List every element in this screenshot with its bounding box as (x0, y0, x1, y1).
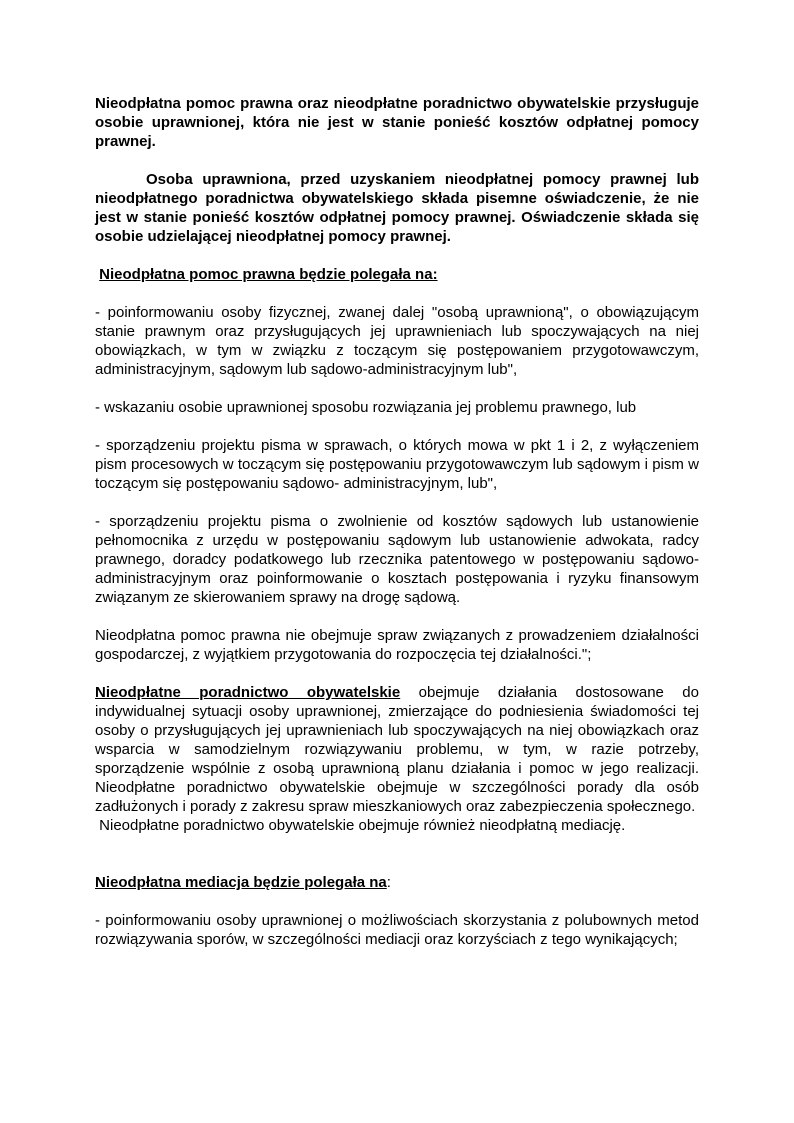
legal-aid-heading (95, 265, 699, 284)
mediation-heading (95, 873, 699, 892)
mediation-item: - poinformowaniu osoby uprawnionej o możliwościach skorzystania z polubownych metod rozwiązywania sporów, w szczególności mediacji oraz korzyściach z tego wynikających; (95, 912, 699, 948)
legal-aid-item: - sporządzeniu projektu pisma w sprawach, o których mowa w pkt 1 i 2, z wyłączeniem pism procesowych w toczącym się postępowaniu przygotowawczym lub sądowym i pism w toczącym się postępowaniu sądowo- administracyjnym, lub", (95, 437, 699, 492)
intro-paragraph: Nieodpłatna pomoc prawna oraz nieodpłatne poradnictwo obywatelskie przysługuje osobie uprawnionej, która nie jest w stanie ponieść kosztów odpłatnej pomocy prawnej. (95, 95, 699, 150)
mediation-heading-text: Nieodpłatna mediacja będzie polegała na (95, 874, 387, 891)
mediation-heading-suffix: : (386, 874, 391, 891)
civic-advice-term: Nieodpłatne poradnictwo obywatelskie (95, 684, 401, 701)
legal-aid-item: - poinformowaniu osoby fizycznej, zwanej dalej "osobą uprawnioną", o obowiązującym stanie prawnym oraz przysługujących jej uprawnieniach lub spoczywających na niej obowiązkach, w tym w związku z toczącym się postępowaniem przygotowawczym, administracyjnym, sądowym lub sądowo-administracyjnym lub", (95, 304, 699, 378)
statement-paragraph: Osoba uprawniona, przed uzyskaniem nieodpłatnej pomocy prawnej lub nieodpłatnego poradnictwa obywatelskiego składa pisemne oświadczenie, że nie jest w stanie ponieść kosztów odpłatnej pomocy prawnej. Oświadczenie składa się osobie udzielającej nieodpłatnej pomocy prawnej. (95, 171, 699, 245)
civic-advice-paragraph (95, 683, 699, 835)
legal-aid-item: - wskazaniu osobie uprawnionej sposobu rozwiązania jej problemu prawnego, lub (95, 399, 637, 416)
legal-aid-item: - sporządzeniu projektu pisma o zwolnienie od kosztów sądowych lub ustanowienie pełnomocnika z urzędu w postępowaniu sądowym lub ustanowienie adwokata, radcy prawnego, doradcy podatkowego lub rzecznika patentowego w postępowaniu sądowo- administracyjnym oraz poinformowanie o kosztach postępowania i ryzyku finansowym związanym ze skierowaniem sprawy na drogę sądową. (95, 513, 699, 606)
document-page (95, 94, 699, 968)
legal-aid-exclusion: Nieodpłatna pomoc prawna nie obejmuje spraw związanych z prowadzeniem działalności gospodarczej, z wyjątkiem przygotowania do rozpoczęcia tej działalności."; (95, 627, 699, 663)
civic-advice-mediation-note: Nieodpłatne poradnictwo obywatelskie obejmuje również nieodpłatną mediację. (99, 817, 626, 834)
civic-advice-text: obejmuje działania dostosowane do indywidualnej sytuacji osoby uprawnionej, zmierzające do podniesienia świadomości tej osoby o przysługujących jej uprawnieniach lub spoczywających na niej obowiązkach oraz wsparcia w samodzielnym rozwiązywaniu problemu, w tym, w razie potrzeby, sporządzenie wspólnie z osobą uprawnioną planu działania i pomoc w jego realizacji. Nieodpłatne poradnictwo obywatelskie obejmuje w szczególności porady dla osób zadłużonych i porady z zakresu spraw mieszkaniowych oraz zabezpieczenia społecznego. (95, 684, 699, 815)
legal-aid-heading-text: Nieodpłatna pomoc prawna będzie polegała na: (99, 266, 438, 283)
